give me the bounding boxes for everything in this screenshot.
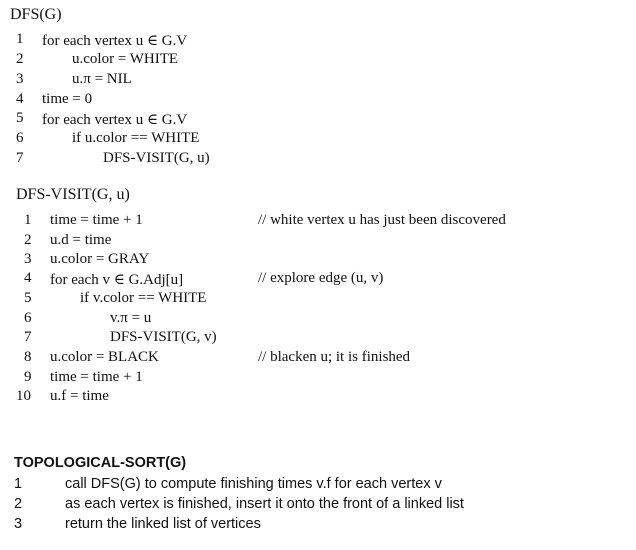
visit-line: time = time + 1: [50, 369, 143, 385]
dfs-line: if u.color == WHITE: [72, 130, 200, 146]
visit-line: v.π = u: [110, 310, 152, 326]
topo-title: TOPOLOGICAL-SORT(G): [14, 455, 187, 471]
dfs-line: u.π = NIL: [72, 71, 132, 87]
topo-line-number: 2: [14, 496, 23, 512]
dfs-line: time = 0: [42, 91, 93, 107]
dfs-line-number: 5: [16, 110, 24, 126]
dfs-line: for each vertex u ∈ G.V: [42, 112, 188, 128]
visit-comment: // white vertex u has just been discovered: [258, 212, 506, 228]
visit-line-number: 3: [24, 251, 32, 267]
topo-line: call DFS(G) to compute finishing times v.f for each vertex v: [65, 476, 442, 492]
visit-line-number: 6: [24, 310, 32, 326]
visit-line: time = time + 1: [50, 212, 143, 228]
dfs-line-number: 2: [16, 51, 24, 67]
dfs-line-number: 1: [16, 31, 24, 47]
dfs-line-number: 6: [16, 130, 24, 146]
visit-line-number: 1: [24, 212, 32, 228]
visit-line-number: 4: [24, 270, 32, 286]
visit-line-number: 9: [24, 369, 32, 385]
dfs-line-number: 7: [16, 150, 24, 166]
topo-line-number: 3: [14, 516, 23, 532]
visit-comment: // explore edge (u, v): [258, 270, 384, 286]
visit-line: if v.color == WHITE: [80, 290, 207, 306]
visit-line-number: 2: [24, 232, 32, 248]
visit-line: u.d = time: [50, 232, 112, 248]
topo-line: as each vertex is finished, insert it onto the front of a linked list: [65, 496, 464, 512]
dfs-line: DFS-VISIT(G, u): [103, 150, 210, 166]
topo-line: return the linked list of vertices: [65, 516, 261, 532]
visit-line: for each v ∈ G.Adj[u]: [50, 272, 184, 288]
visit-line-number: 7: [24, 329, 32, 345]
visit-line-number: 8: [24, 349, 32, 365]
visit-comment: // blacken u; it is finished: [258, 349, 411, 365]
dfs-title: DFS(G): [10, 6, 62, 23]
visit-line-number: 5: [24, 290, 32, 306]
topo-line-number: 1: [14, 476, 23, 492]
dfs-line: u.color = WHITE: [72, 51, 179, 67]
dfs-line: for each vertex u ∈ G.V: [42, 33, 188, 49]
visit-line: u.color = GRAY: [50, 251, 150, 267]
visit-line: u.f = time: [50, 388, 109, 404]
dfs-line-number: 4: [16, 91, 24, 107]
visit-line: DFS-VISIT(G, v): [110, 329, 217, 345]
visit-line-number: 10: [16, 388, 31, 404]
dfs-visit-title: DFS-VISIT(G, u): [16, 186, 130, 203]
visit-line: u.color = BLACK: [50, 349, 159, 365]
dfs-line-number: 3: [16, 71, 24, 87]
